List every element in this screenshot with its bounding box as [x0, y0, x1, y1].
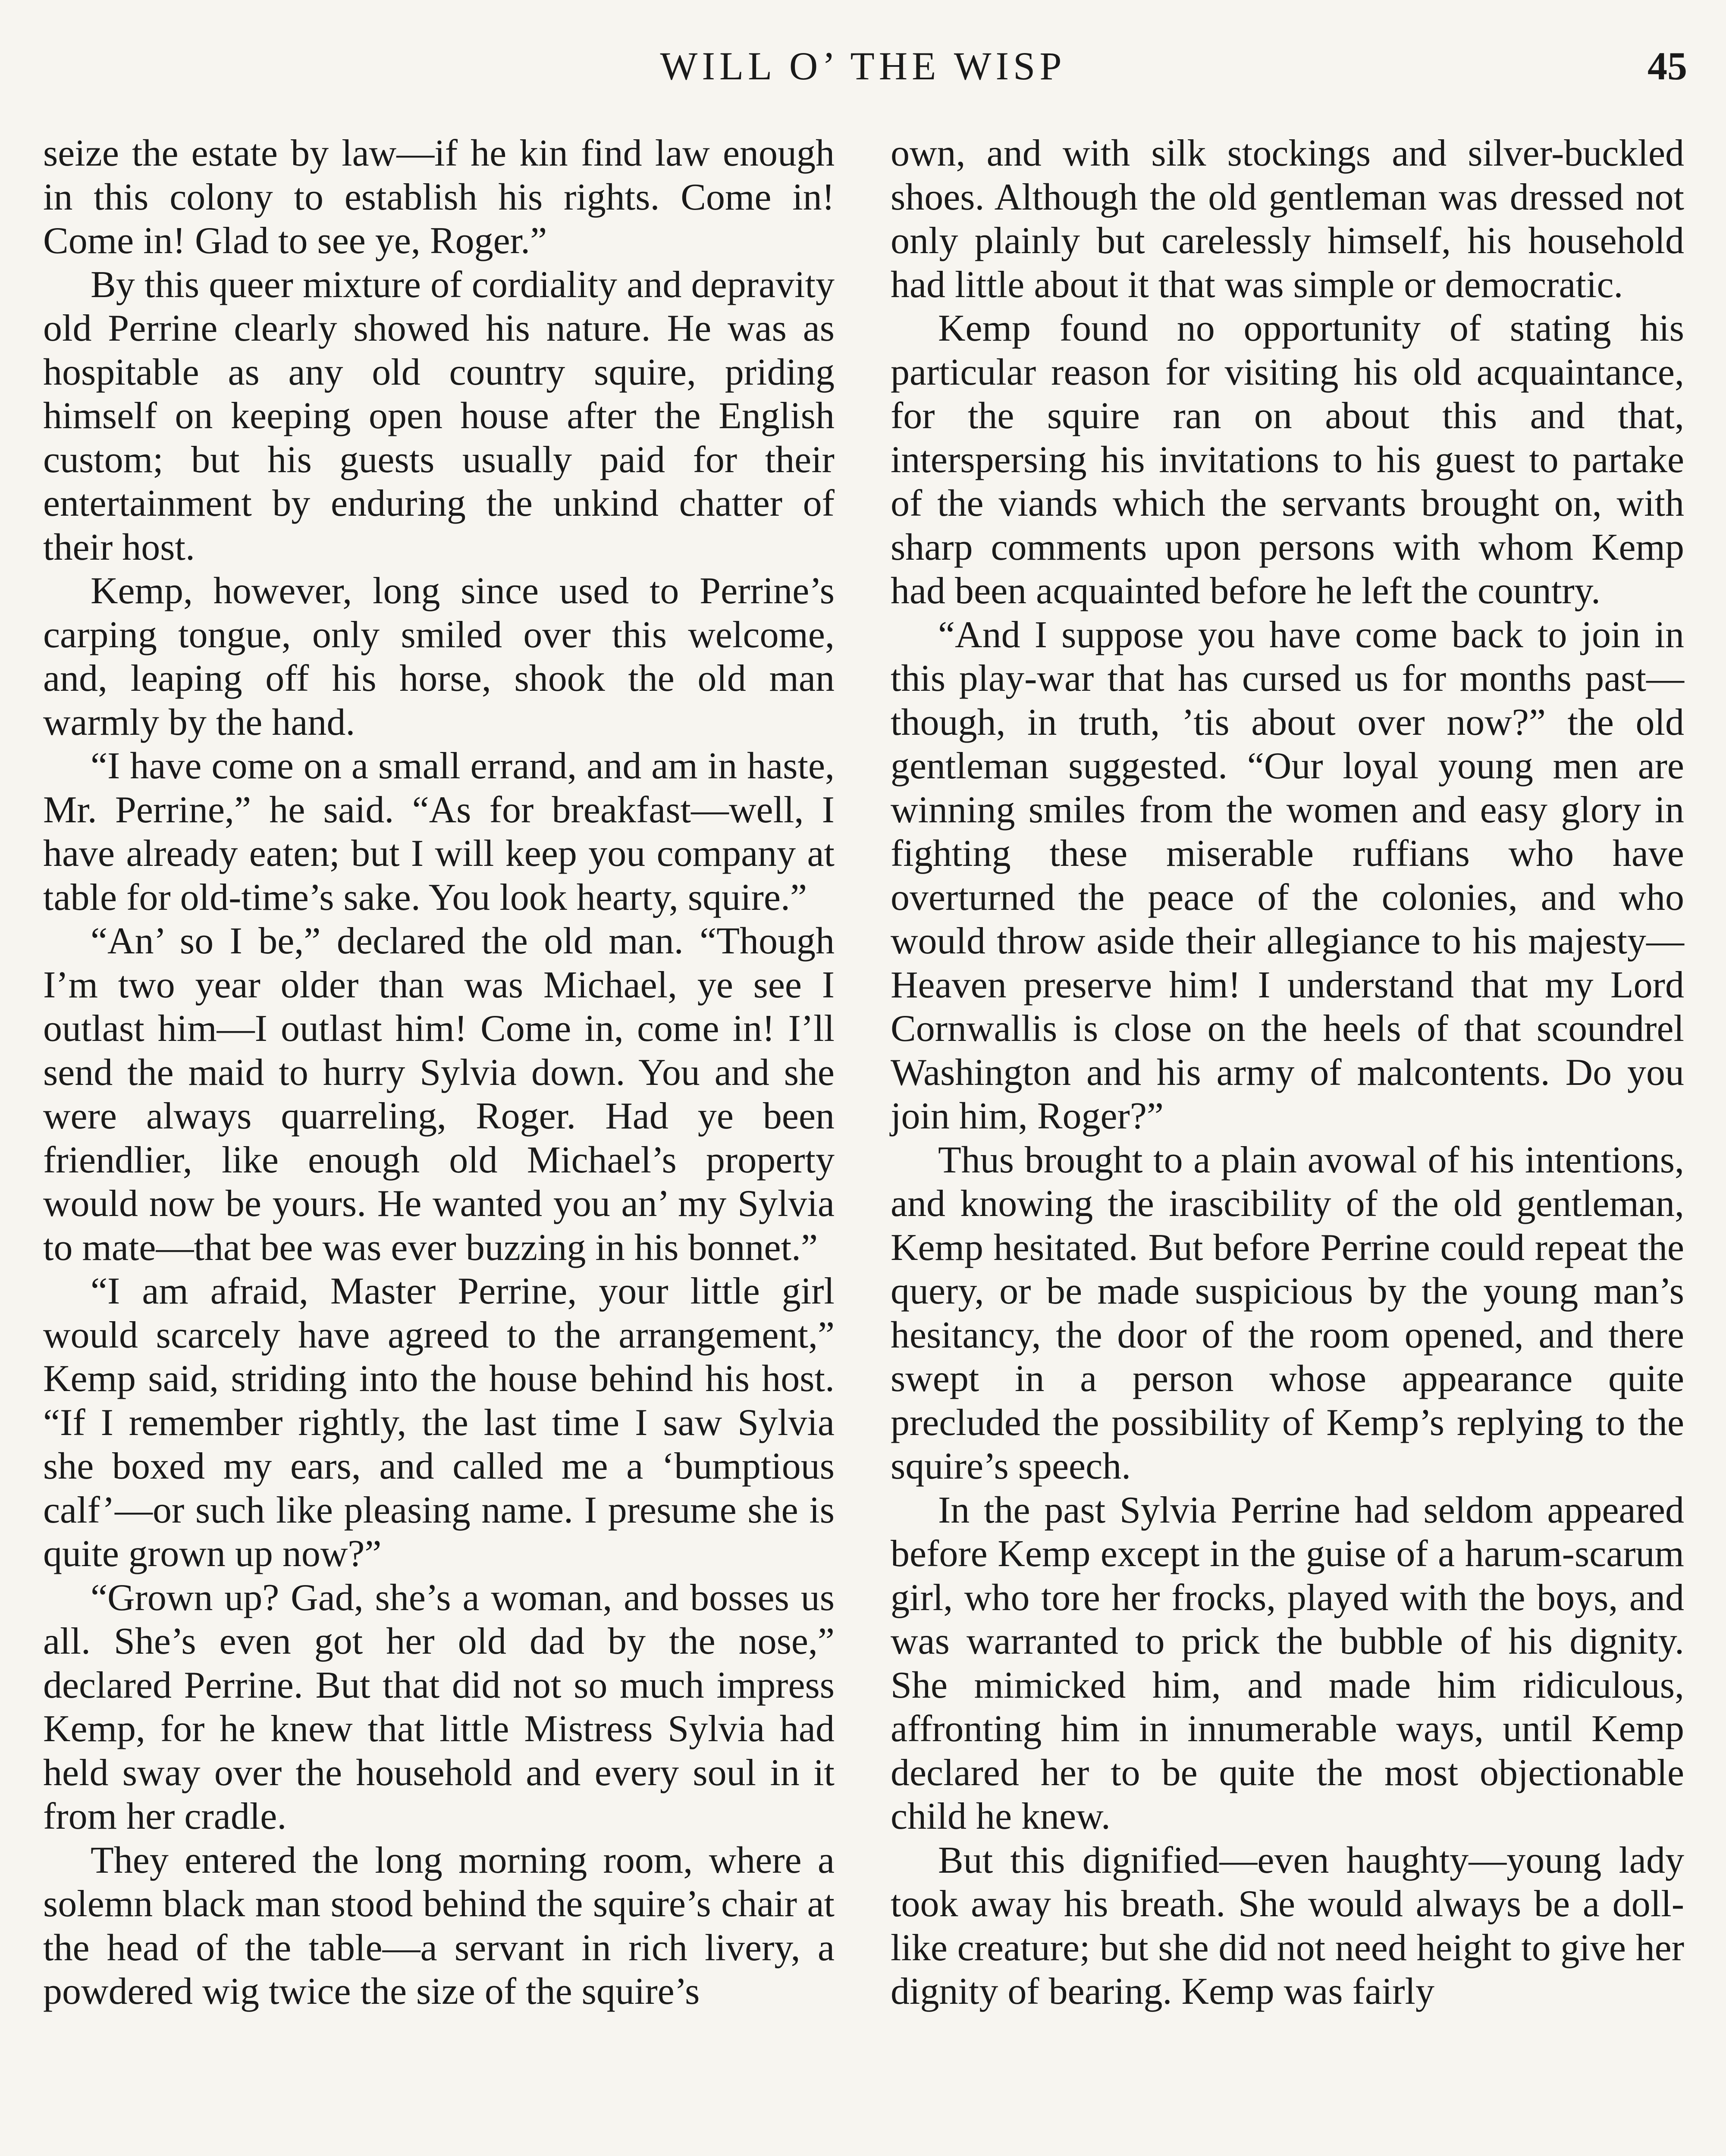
paragraph: “And I suppose you have come back to join in this play-war that has cursed us for months past—though, in truth, ’tis about over now?” the old gentleman suggested. “Our loyal young men are winning smiles from the women and easy glory in fighting these miserable ruffians who have overturned the peace of the colonies, and who would throw aside their allegiance to his majesty—Heaven preserve him! I understand that my Lord Cornwallis is close on the heels of that scoundrel Washington and his army of malcontents. Do you join him, Roger?”	[891, 614, 1684, 1137]
paragraph: seize the estate by law—if he kin find law enough in this colony to establish his rights. Come in! Come in! Glad to see ye, Roger.”	[43, 132, 835, 262]
paragraph: They entered the long morning room, where a solemn black man stood behind the squire’s chair at the head of the table—a servant in rich livery, a powdered wig twice the size of the squire’s	[43, 1839, 835, 2012]
running-head: WILL O’ THE WISP	[660, 44, 1066, 88]
paragraph: Thus brought to a plain avowal of his intentions, and knowing the irascibility of the old gentleman, Kemp hesitated. But before Perrine could repeat the query, or be made suspicious by the young man’s hesitancy, the door of the room opened, and there swept in a person whose appearance quite precluded the possibility of Kemp’s replying to the squire’s speech.	[891, 1139, 1684, 1487]
paragraph: “An’ so I be,” declared the old man. “Though I’m two year older than was Michael, ye see I outlast him—I outlast him! Come in, come in! I’ll send the maid to hurry Sylvia down. You and she were always quarreling, Roger. Had ye been friendlier, like enough old Michael’s property would now be yours. He wanted you an’ my Sylvia to mate—that bee was ever buzzing in his bonnet.”	[43, 920, 835, 1269]
paragraph: But this dignified—even haughty—young lady took away his breath. She would always be a doll-like creature; but she did not need height to give her dignity of bearing. Kemp was fairly	[891, 1839, 1684, 2012]
paragraph: Kemp, however, long since used to Perrine’s carping tongue, only smiled over this welcome, and, leaping off his horse, shook the old man warmly by the hand.	[43, 570, 835, 743]
paragraph: “Grown up? Gad, she’s a woman, and bosses us all. She’s even got her old dad by the nose,” declared Perrine. But that did not so much impress Kemp, for he knew that little Mistress Sylvia had held sway over the household and every soul in it from her cradle.	[43, 1576, 835, 1837]
paragraph: own, and with silk stockings and silver-buckled shoes. Although the old gentleman was dressed not only plainly but carelessly himself, his household had little about it that was simple or democratic.	[891, 132, 1684, 306]
right-column	[891, 132, 1684, 2156]
page-number: 45	[1648, 44, 1687, 88]
paragraph: “I have come on a small errand, and am in haste, Mr. Perrine,” he said. “As for breakfast—well, I have already eaten; but I will keep you company at table for old-time’s sake. You look hearty, squire.”	[43, 745, 835, 918]
paragraph: Kemp found no opportunity of stating his particular reason for visiting his old acquaintance, for the squire ran on about this and that, interspersing his invitations to his guest to partake of the viands which the servants brought on, with sharp comments upon persons with whom Kemp had been acquainted before he left the country.	[891, 307, 1684, 612]
paragraph: “I am afraid, Master Perrine, your little girl would scarcely have agreed to the arrangement,” Kemp said, striding into the house behind his host. “If I remember rightly, the last time I saw Sylvia she boxed my ears, and called me a ‘bumptious calf’—or such like pleasing name. I presume she is quite grown up now?”	[43, 1270, 835, 1575]
left-column	[43, 132, 835, 2156]
paragraph: In the past Sylvia Perrine had seldom appeared before Kemp except in the guise of a harum-scarum girl, who tore her frocks, played with the boys, and was warranted to prick the bubble of his dignity. She mimicked him, and made him ridiculous, affronting him in innumerable ways, until Kemp declared her to be quite the most objectionable child he knew.	[891, 1489, 1684, 1837]
paragraph: By this queer mixture of cordiality and depravity old Perrine clearly showed his nature. He was as hospitable as any old country squire, priding himself on keeping open house after the English custom; but his guests usually paid for their entertainment by enduring the unkind chatter of their host.	[43, 263, 835, 568]
page-header	[0, 43, 1726, 95]
